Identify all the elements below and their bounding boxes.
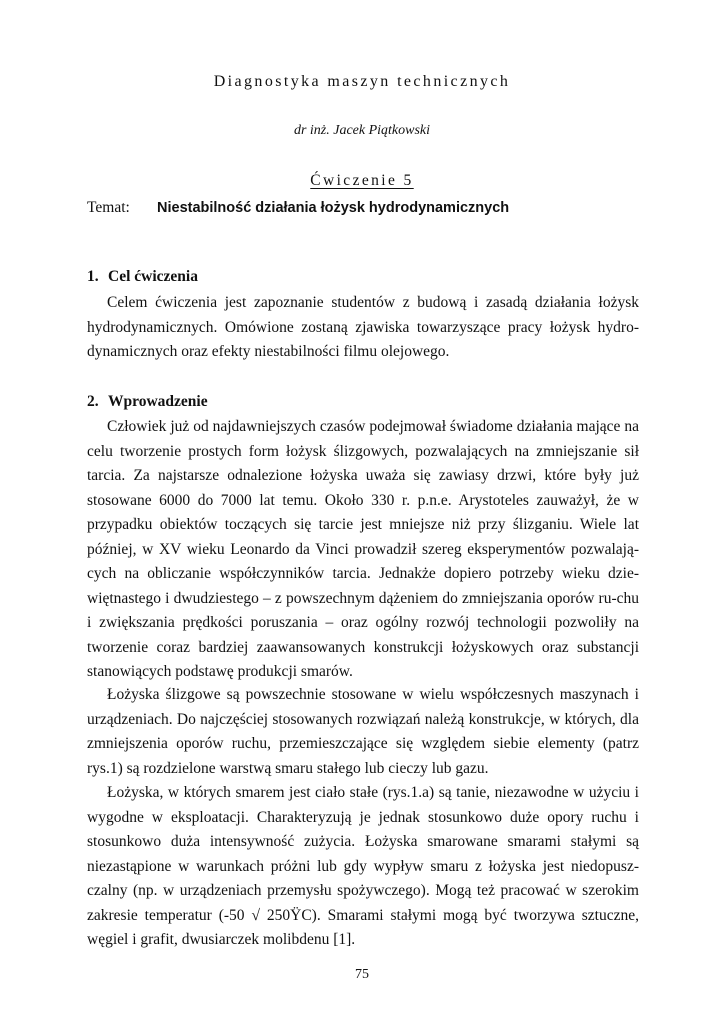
paragraph: Łożyska ślizgowe są powszechnie stosowane w wielu współczesnych maszynach i urządzeniach. Do najczęściej stosowanych rozwiązań należą konstrukcje, w których, dla zmniejszenia oporów ruchu, przemieszczające się względem siebie elementy (patrz rys.1) są rozdzielone warstwą smaru stałego lub cieczy lub gazu. xyxy=(87,686,639,777)
paragraph: Łożyska, w których smarem jest ciało stałe (rys.1.a) są tanie, niezawodne w użyciu i wygodne w eksploatacji. Charakteryzują je jednak stosunkowo duże opory ruchu i stosunkowo duża intensywność zużycia. Łożyska smarowane smarami stałymi są niezastąpione w warunkach próżni lub gdy wypływ smaru z łożyska jest niedopusz-czalny (np. w urządzeniach przemysłu spożywczego). Mogą też pracować w szerokim zakresie temperatur (-50 √ 250ŸC). Smarami stałymi mogą być tworzywa sztuczne, węgiel i grafit, dwusiarczek molibdenu [1]. xyxy=(87,784,639,948)
topic-title: Niestabilność działania łożysk hydrodynamicznych xyxy=(157,200,510,216)
section-heading-goal xyxy=(87,268,198,286)
page-number: 75 xyxy=(355,967,369,982)
topic-row xyxy=(87,199,509,217)
author-name: dr inż. Jacek Piątkowski xyxy=(293,123,431,138)
section-title: Wprowadzenie xyxy=(108,393,208,410)
section-number: 1. xyxy=(87,268,99,285)
exercise-heading-wrap xyxy=(0,172,724,190)
section-title: Cel ćwiczenia xyxy=(108,268,198,285)
course-title: Diagnostyka maszyn technicznych xyxy=(213,73,511,90)
paragraph: Człowiek już od najdawniejszych czasów podejmował świadome działania mające na celu tworzenie prostych form łożysk ślizgowych, pozwalających na zmniejszanie sił tarcia. Za najstarsze odnalezione łożyska uważa się zawiasy drzwi, które były już stosowane 6000 do 7000 lat temu. Około 330 r. p.n.e. Arystoteles zauważył, że w przypadku obiektów toczących się tarcie jest mniejsze niż przy ślizganiu. Wiele lat później, w XV wieku Leonardo da Vinci prowadził szereg eksperymentów pozwalają-cych na obliczanie współczynników tarcia. Jednakże dopiero potrzeby wieku dzie-więtnastego i dwudziestego – z powszechnym dążeniem do zmniejszania oporów ru-chu i zwiększania prędkości poruszania – oraz ogólny rozwój technologii pozwoliły na tworzenie coraz bardziej zaawansowanych konstrukcji łożyskowych oraz substancji stanowiących podstawę produkcji smarów. xyxy=(87,418,639,680)
paragraph: Celem ćwiczenia jest zapoznanie studentów z budową i zasadą działania łożysk hydrodynamicznych. Omówione zostaną zjawiska towarzyszące pracy łożysk hydro-dynamicznych oraz efekty niestabilności filmu olejowego. xyxy=(87,294,639,360)
section-number: 2. xyxy=(87,393,99,410)
topic-label: Temat: xyxy=(87,199,130,216)
section-heading-intro xyxy=(87,393,208,411)
exercise-heading: Ćwiczenie 5 xyxy=(310,172,414,189)
